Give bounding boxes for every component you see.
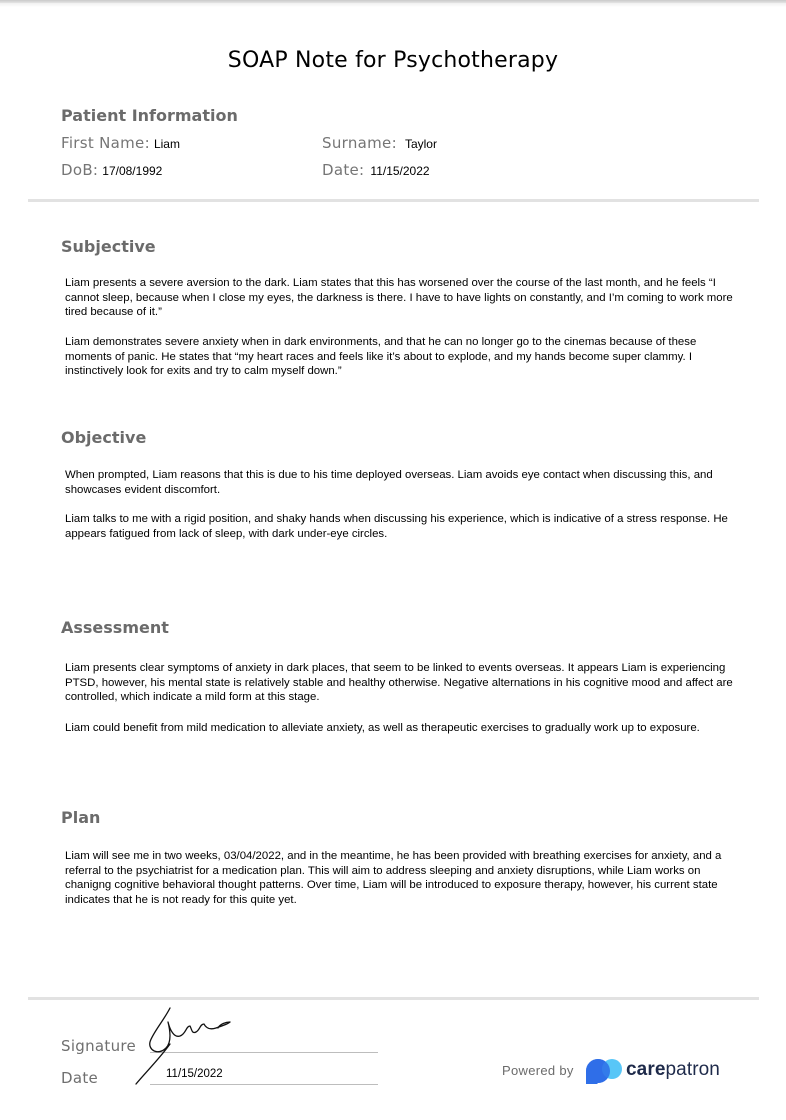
subjective-paragraph: Liam presents a severe aversion to the dark. Liam states that this has worsened over the course of the last month, and he feels “I cannot sleep, because when I close my eyes, the darkness is there. I have to have lights on constantly, and I’m coming to work more tired because of it.” (65, 277, 733, 319)
objective-heading: Objective (61, 428, 147, 447)
surname-value: Taylor (404, 137, 437, 151)
logo-text-light: patron (665, 1059, 720, 1080)
signature-date-label: Date (61, 1069, 99, 1087)
date-field (322, 161, 430, 179)
subjective-paragraph: Liam demonstrates severe anxiety when in dark environments, and that he can no longer go to the cinemas because of these moments of panic. He states that “my heart races and feels like it’s about to explode, and my hands become super clammy. I instinctively look for exits and try to calm myself down.” (65, 336, 697, 378)
patient-info-heading: Patient Information (61, 106, 238, 125)
surname-label: Surname: (322, 134, 397, 152)
surname-field (322, 134, 437, 152)
subjective-heading: Subjective (61, 237, 156, 256)
date-label: Date: (322, 161, 365, 179)
logo-text-bold: care (626, 1059, 666, 1080)
powered-by-text: Powered by (502, 1063, 574, 1078)
header-divider (28, 199, 759, 202)
assessment-paragraph: Liam presents clear symptoms of anxiety in dark places, that seem to be linked to events overseas. It appears Liam is experiencing PTSD, however, his mental state is relatively stable and healthy otherwise. Negative alternations in his cognitive mood and affect are controlled, which indicate a mild form at this stage. (65, 662, 733, 704)
plan-heading: Plan (61, 808, 101, 827)
first-name-label: First Name: (61, 134, 150, 152)
first-name-field (61, 134, 180, 152)
assessment-heading: Assessment (61, 618, 169, 637)
dob-value: 17/08/1992 (102, 164, 163, 178)
plan-paragraph: Liam will see me in two weeks, 03/04/2022, and in the meantime, he has been provided with breathing exercises for anxiety, and a referral to the psychiatrist for a medication plan. This will aim to address sleeping and anxiety disruptions, while Liam works on chanigng cognitive behavioral thought patterns. Over time, Liam will be introduced to exposure therapy, however, his current state indicates that he is not ready for this quite yet. (65, 850, 722, 906)
objective-paragraph: When prompted, Liam reasons that this is due to his time deployed overseas. Liam avoids eye contact when discussing this, and showcases evident discomfort. (65, 469, 713, 496)
objective-paragraph: Liam talks to me with a rigid position, and shaky hands when discussing his experience, which is indicative of a stress response. He appears fatigued from lack of sleep, with dark under-eye circles. (65, 513, 728, 540)
document-title: SOAP Note for Psychotherapy (227, 48, 559, 73)
dob-field (61, 161, 162, 179)
assessment-paragraph: Liam could benefit from mild medication to alleviate anxiety, as well as therapeutic exercises to gradually work up to exposure. (65, 722, 700, 734)
first-name-value: Liam (153, 137, 180, 151)
page-top-shadow (0, 3, 786, 7)
signature-label: Signature (61, 1037, 137, 1055)
dob-label: DoB: (61, 161, 99, 179)
carepatron-logo-icon (584, 1056, 624, 1086)
carepatron-logo-text (626, 1059, 720, 1081)
date-line (150, 1084, 378, 1085)
date-value: 11/15/2022 (370, 164, 430, 178)
signature-date-value: 11/15/2022 (166, 1068, 223, 1080)
